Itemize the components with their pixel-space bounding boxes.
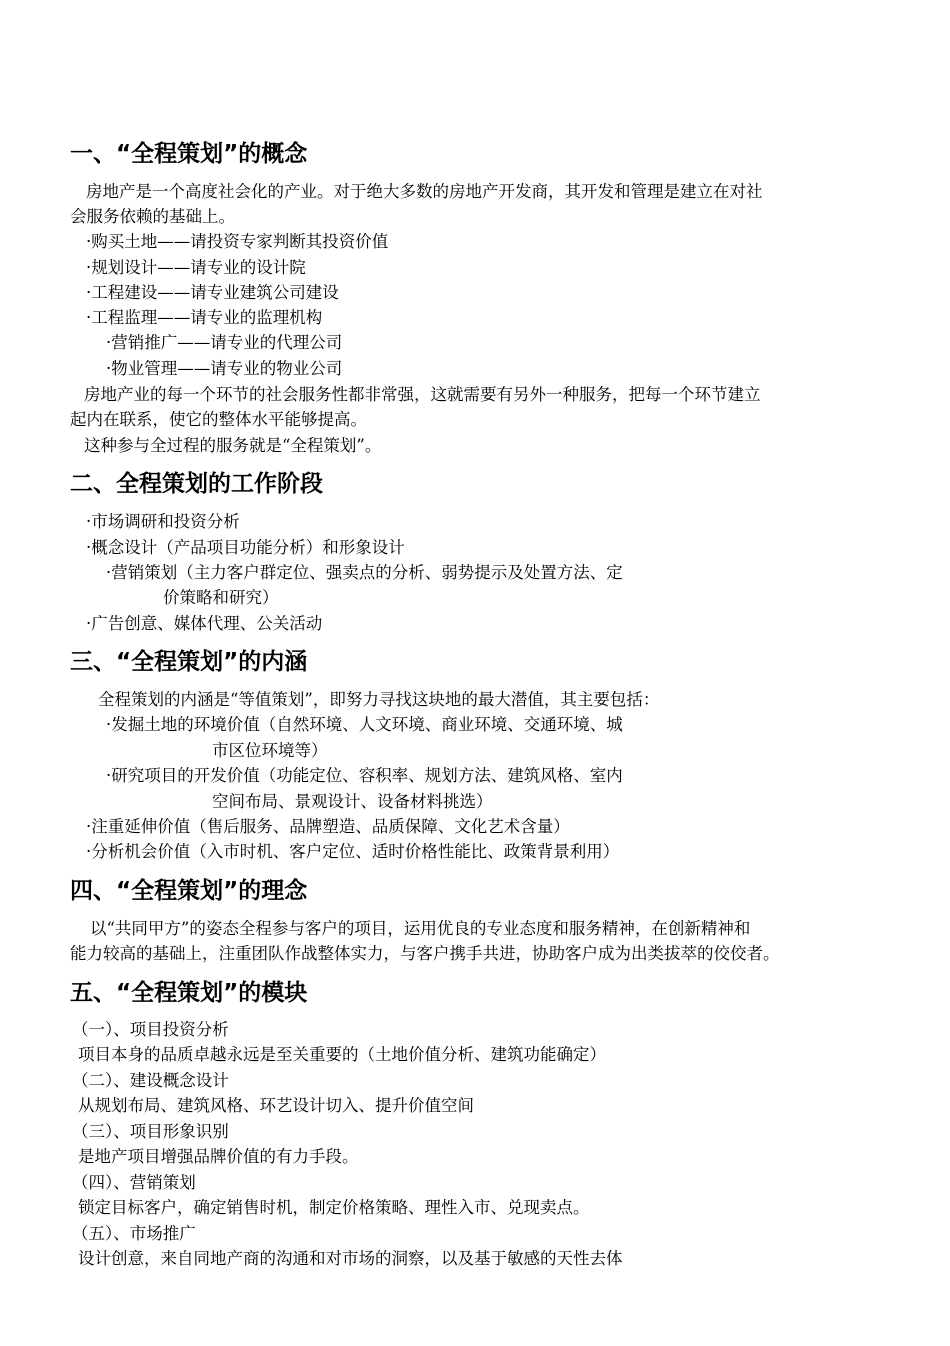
section-1-heading: 一、“全程策划”的概念 — [70, 141, 308, 167]
s5-module-text: 项目本身的品质卓越永远是至关重要的（土地价值分析、建筑功能确定） — [78, 1045, 606, 1064]
section-4-heading: 四、“全程策划”的理念 — [70, 878, 308, 904]
s2-list-item: ·广告创意、媒体代理、公关活动 — [86, 614, 323, 633]
s3-list-item: ·分析机会价值（入市时机、客户定位、适时价格性能比、政策背景利用） — [86, 842, 620, 861]
s1-list-item: ·规划设计——请专业的设计院 — [86, 258, 306, 277]
s5-module-text: 从规划布局、建筑风格、环艺设计切入、提升价值空间 — [78, 1096, 474, 1115]
s3-list-item: ·发掘土地的环境价值（自然环境、人文环境、商业环境、交通环境、城 — [106, 715, 623, 734]
s3-list-item: ·注重延伸价值（售后服务、品牌塑造、品质保障、文化艺术含量） — [86, 817, 570, 836]
s5-module-text: 锁定目标客户，确定销售时机，制定价格策略、理性入市、兑现卖点。 — [78, 1198, 590, 1217]
s1-paragraph-3: 这种参与全过程的服务就是“全程策划”。 — [84, 436, 382, 455]
s3-list-item: ·研究项目的开发价值（功能定位、容积率、规划方法、建筑风格、室内 — [106, 766, 623, 785]
section-3-heading: 三、“全程策划”的内涵 — [70, 649, 308, 675]
s2-list-item: ·概念设计（产品项目功能分析）和形象设计 — [86, 538, 405, 557]
s5-module-title: （二）、建设概念设计 — [72, 1071, 229, 1090]
s1-paragraph-1-line-2: 会服务依赖的基础上。 — [70, 207, 235, 226]
section-2-heading: 二、全程策划的工作阶段 — [70, 471, 323, 497]
s5-module-title: （四）、营销策划 — [72, 1173, 196, 1192]
s5-module-text: 设计创意，来自同地产商的沟通和对市场的洞察，以及基于敏感的天性去体 — [78, 1249, 623, 1268]
s3-list-item-continuation: 市区位环境等） — [212, 741, 328, 760]
s5-module-text: 是地产项目增强品牌价值的有力手段。 — [78, 1147, 359, 1166]
s5-module-title: （一）、项目投资分析 — [72, 1020, 229, 1039]
s5-module-title: （三）、项目形象识别 — [72, 1122, 229, 1141]
s5-module-title: （五）、市场推广 — [72, 1224, 196, 1243]
s4-paragraph-line-1: 以“共同甲方”的姿态全程参与客户的项目，运用优良的专业态度和服务精神，在创新精神和 — [90, 919, 751, 938]
s1-list-item: ·购买土地——请投资专家判断其投资价值 — [86, 232, 389, 251]
s2-list-item: ·市场调研和投资分析 — [86, 512, 240, 531]
s1-list-item: ·营销推广——请专业的代理公司 — [106, 333, 343, 352]
s1-paragraph-2-line-1: 房地产业的每一个环节的社会服务性都非常强，这就需要有另外一种服务，把每一个环节建立 — [84, 385, 761, 404]
s3-list-item-continuation: 空间布局、景观设计、设备材料挑选） — [212, 792, 493, 811]
s1-list-item: ·物业管理——请专业的物业公司 — [106, 359, 343, 378]
section-5-heading: 五、“全程策划”的模块 — [70, 980, 308, 1006]
s1-list-item: ·工程建设——请专业建筑公司建设 — [86, 283, 339, 302]
s1-list-item: ·工程监理——请专业的监理机构 — [86, 308, 323, 327]
s1-paragraph-2-line-2: 起内在联系，使它的整体水平能够提高。 — [70, 410, 367, 429]
s2-list-item-continuation: 价策略和研究） — [163, 588, 279, 607]
s3-intro: 全程策划的内涵是“等值策划”，即努力寻找这块地的最大潜值，其主要包括： — [98, 690, 660, 709]
s4-paragraph-line-2: 能力较高的基础上，注重团队作战整体实力，与客户携手共进，协助客户成为出类拔萃的佼佼者。 — [70, 944, 780, 963]
s1-paragraph-1-line-1: 房地产是一个高度社会化的产业。对于绝大多数的房地产开发商，其开发和管理是建立在对社 — [86, 182, 763, 201]
s2-list-item: ·营销策划（主力客户群定位、强卖点的分析、弱势提示及处置方法、定 — [106, 563, 623, 582]
